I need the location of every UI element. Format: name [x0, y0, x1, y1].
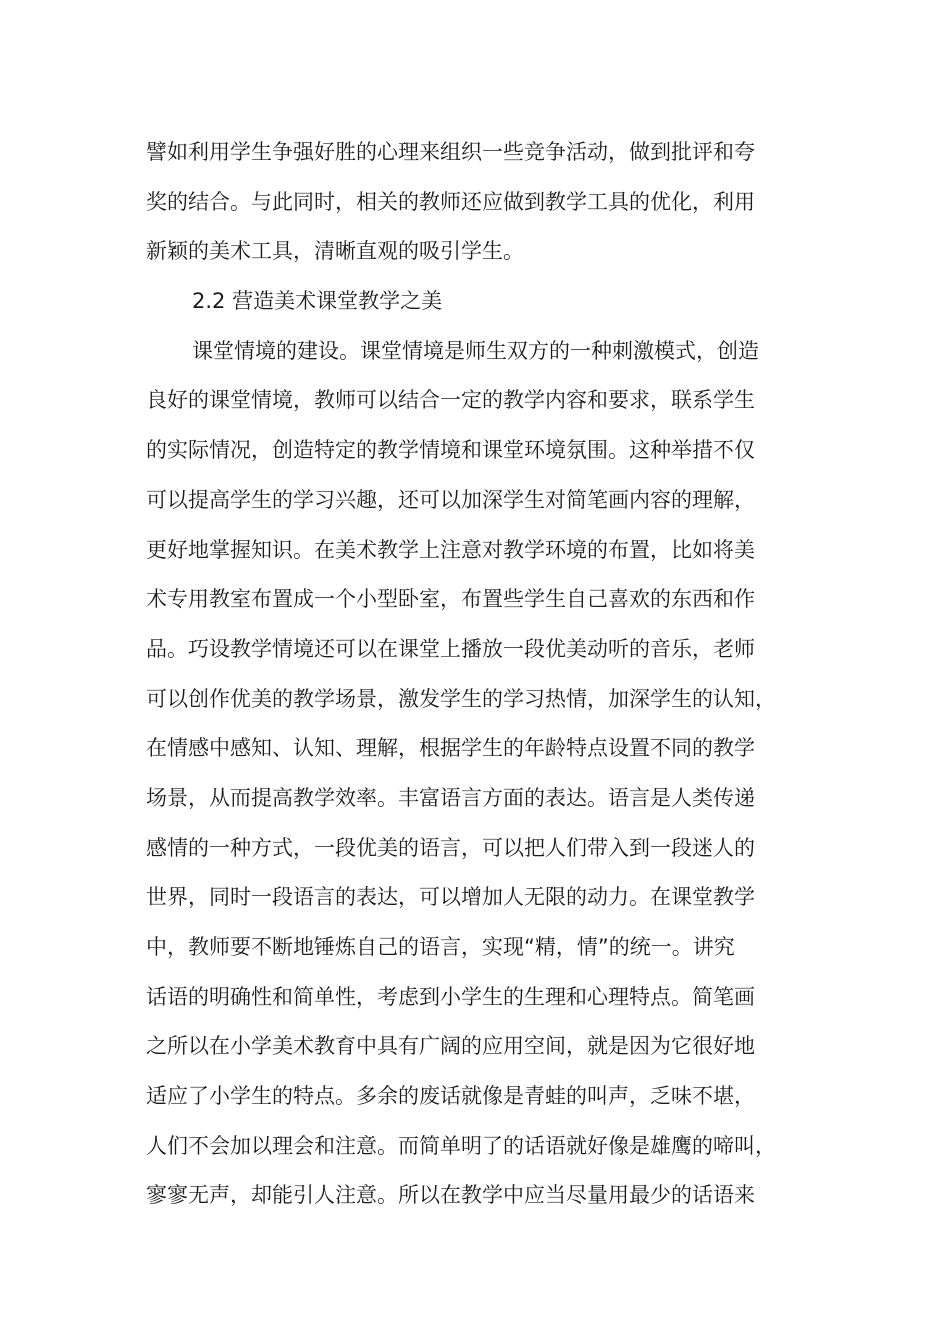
- paragraph-line: 良好的课堂情境，教师可以结合一定的教学内容和要求，联系学生: [146, 388, 755, 413]
- paragraph-line: 的实际情况，创造特定的教学情境和课堂环境氛围。这种举措不仅: [146, 438, 755, 463]
- paragraph-line: 新颖的美术工具，清晰直观的吸引学生。: [146, 239, 524, 264]
- paragraph-line: 奖的结合。与此同时，相关的教师还应做到教学工具的优化，利用: [146, 189, 755, 214]
- paragraph-line: 之所以在小学美术教育中具有广阔的应用空间，就是因为它很好地: [146, 1034, 755, 1059]
- paragraph-line: 术专用教室布置成一个小型卧室，布置些学生自己喜欢的东西和作: [146, 587, 755, 612]
- paragraph-line: 人们不会加以理会和注意。而简单明了的话语就好像是雄鹰的啼叫，: [146, 1133, 776, 1158]
- paragraph-line: 课堂情境的建设。课堂情境是师生双方的一种刺激模式，创造: [192, 338, 759, 363]
- document-body: [146, 128, 826, 1221]
- section-heading: 2.2 营造美术课堂教学之美: [192, 289, 443, 314]
- paragraph-line: 适应了小学生的特点。多余的废话就像是青蛙的叫声，乏味不堪，: [146, 1084, 755, 1109]
- paragraph-line: 感情的一种方式，一段优美的语言，可以把人们带入到一段迷人的: [146, 835, 755, 860]
- paragraph-line: 可以创作优美的教学场景，激发学生的学习热情，加深学生的认知，: [146, 686, 776, 711]
- paragraph-line: 场景，从而提高教学效率。丰富语言方面的表达。语言是人类传递: [146, 785, 755, 810]
- paragraph-line: 中，教师要不断地锤炼自己的语言，实现“精，情”的统一。讲究: [146, 935, 735, 959]
- paragraph-line: 寥寥无声，却能引人注意。所以在教学中应当尽量用最少的话语来: [146, 1183, 755, 1208]
- paragraph-line: 话语的明确性和简单性，考虑到小学生的生理和心理特点。简笔画: [146, 984, 755, 1009]
- paragraph-line: 譬如利用学生争强好胜的心理来组织一些竞争活动，做到批评和夸: [146, 140, 755, 164]
- paragraph-line: 品。巧设教学情境还可以在课堂上播放一段优美动听的音乐，老师: [146, 636, 755, 661]
- paragraph-line: 可以提高学生的学习兴趣，还可以加深学生对简笔画内容的理解，: [146, 487, 755, 512]
- paragraph-line: 世界，同时一段语言的表达，可以增加人无限的动力。在课堂教学: [146, 885, 755, 910]
- paragraph-line: 更好地掌握知识。在美术教学上注意对教学环境的布置，比如将美: [146, 537, 755, 562]
- paragraph-line: 在情感中感知、认知、理解，根据学生的年龄特点设置不同的教学: [146, 736, 755, 761]
